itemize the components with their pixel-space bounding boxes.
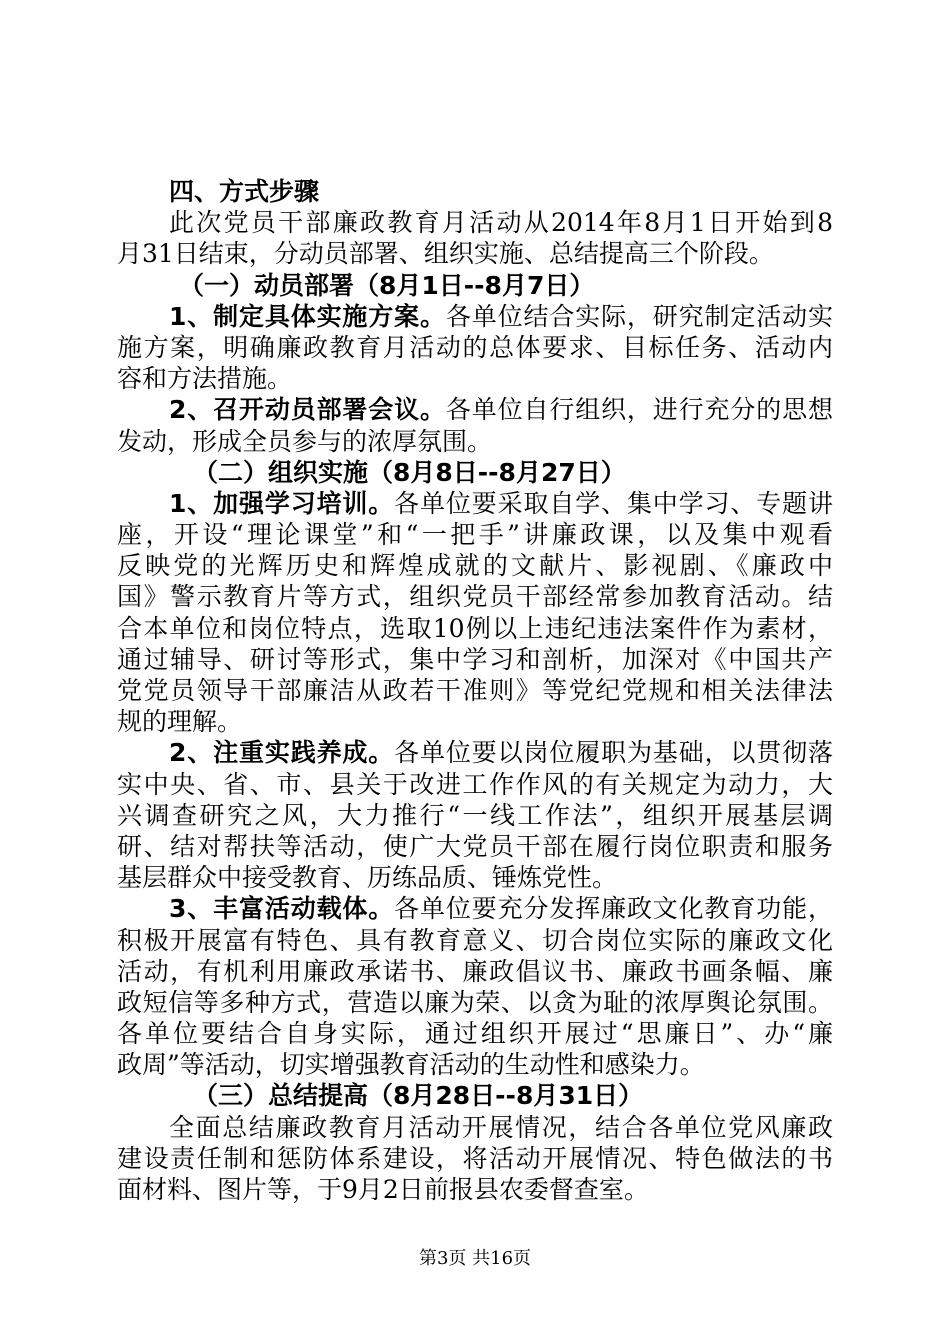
stage-heading: （三）总结提高（8月28日--8月31日）: [193, 1081, 644, 1111]
paragraph-line: 反映党的光辉历史和辉煌成就的文献片、影视剧、《廉政中: [117, 551, 833, 581]
paragraph-line: 月31日结束，分动员部署、组织实施、总结提高三个阶段。: [117, 239, 774, 269]
stage-heading: （一）动员部署（8月1日--8月7日）: [179, 270, 595, 300]
paragraph-line: 通过辅导、研讨等形式，集中学习和剖析，加深对《中国共产: [117, 644, 833, 674]
item-text: 各单位自行组织，进行充分的思想: [445, 395, 833, 425]
paragraph-line: [117, 893, 833, 924]
paragraph-line: 党党员领导干部廉洁从政若干准则》等党纪党规和相关法律法: [117, 676, 833, 705]
paragraph-line: 发动，形成全员参与的浓厚氛围。: [117, 426, 493, 456]
item-text: 各单位要充分发挥廉政文化教育功能，: [394, 894, 833, 924]
paragraph-line: [117, 737, 833, 768]
item-text: 各单位要采取自学、集中学习、专题讲: [394, 488, 833, 518]
section-heading: 四、方式步骤: [169, 177, 320, 206]
paragraph-line: 建设责任制和惩防体系建设，将活动开展情况、特色做法的书: [117, 1143, 833, 1173]
item-text: 各单位要以岗位履职为基础，以贯彻落: [394, 738, 833, 768]
item-lead: 1、制定具体实施方案。: [169, 301, 446, 331]
paragraph-line: 政周”等活动，切实增强教育活动的生动性和感染力。: [117, 1050, 705, 1080]
paragraph-line: 各单位要结合自身实际，通过组织开展过“思廉日”、办“廉: [117, 1019, 833, 1049]
paragraph-line: 基层群众中接受教育、历练品质、锤炼党性。: [117, 863, 618, 893]
paragraph-line: [117, 301, 833, 332]
paragraph-line: 政短信等多种方式，营造以廉为荣、以贪为耻的浓厚舆论氛围。: [117, 987, 833, 1017]
paragraph-line: [117, 488, 833, 519]
paragraph-line: 研、结对帮扶等活动，使广大党员干部在履行岗位职责和服务: [117, 831, 833, 861]
paragraph-line: 施方案，明确廉政教育月活动的总体要求、目标任务、活动内: [117, 332, 833, 362]
paragraph-line: 面材料、图片等，于9月2日前报县农委督查室。: [117, 1175, 649, 1204]
paragraph-line: 此次党员干部廉政教育月活动从2014年8月1日开始到8: [169, 208, 833, 238]
item-lead: 1、加强学习培训。: [169, 488, 395, 518]
paragraph-line: 国》警示教育片等方式，组织党员干部经常参加教育活动。结: [117, 582, 833, 612]
page-number: 第3页 共16页: [418, 1248, 532, 1269]
paragraph-line: 全面总结廉政教育月活动开展情况，结合各单位党风廉政: [169, 1112, 833, 1142]
item-text: 各单位结合实际，研究制定活动实: [445, 301, 833, 331]
paragraph-line: 合本单位和岗位特点，选取10例以上违纪违法案件作为素材，: [117, 613, 833, 643]
item-lead: 3、丰富活动载体。: [169, 894, 395, 924]
document-body: [117, 176, 833, 1205]
paragraph-line: 规的理解。: [117, 707, 243, 737]
paragraph-line: 积极开展富有特色、具有教育意义、切合岗位实际的廉政文化: [117, 925, 833, 955]
item-lead: 2、召开动员部署会议。: [169, 395, 446, 425]
paragraph-line: 座，开设“理论课堂”和“一把手”讲廉政课，以及集中观看: [117, 520, 833, 550]
item-lead: 2、注重实践养成。: [169, 738, 395, 768]
paragraph-line: 实中央、省、市、县关于改进工作作风的有关规定为动力，大: [117, 769, 833, 799]
stage-heading: （二）组织实施（8月8日--8月27日）: [193, 457, 626, 487]
paragraph-line: 容和方法措施。: [117, 364, 293, 394]
paragraph-line: [117, 394, 833, 425]
paragraph-line: 兴调查研究之风，大力推行“一线工作法”，组织开展基层调: [117, 800, 833, 830]
paragraph-line: 活动，有机利用廉政承诺书、廉政倡议书、廉政书画条幅、廉: [117, 956, 833, 986]
